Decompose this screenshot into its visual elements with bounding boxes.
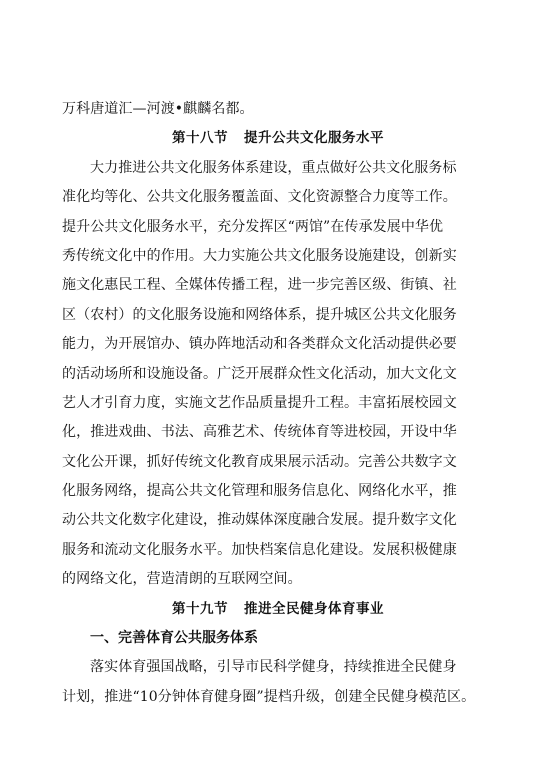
paragraph-line: 秀传统文化中的作用。大力实施公共文化服务设施建设，创新实	[62, 247, 457, 264]
section-18-number: 第十八节	[172, 130, 228, 147]
paragraph-line: 区（农村）的文化服务设施和网络体系，提升城区公共文化服务	[62, 306, 457, 323]
paragraph-line: 施文化惠民工程、全媒体传播工程，进一步完善区级、街镇、社	[62, 277, 457, 294]
paragraph-line: 艺人才引育力度，实施文艺作品质量提升工程。丰富拓展校园文	[62, 394, 457, 411]
paragraph-line: 服务和流动文化服务水平。加快档案信息化建设。发展积极健康	[62, 541, 457, 558]
paragraph-line: 落实体育强国战略，引导市民科学健身，持续推进全民健身	[90, 659, 457, 676]
section-18-heading	[62, 124, 494, 153]
section-19-title: 推进全民健身体育事业	[244, 600, 384, 617]
opening-line: 万科唐道汇—河渡•麒麟名都。	[62, 101, 254, 117]
paragraph-line: 的网络文化，营造清朗的互联网空间。	[62, 571, 302, 588]
paragraph-line: 能力，为开展馆办、镇办阵地活动和各类群众文化活动提供必要	[62, 336, 457, 353]
paragraph-line: 化服务网络，提高公共文化管理和服务信息化、网络化水平，推	[62, 483, 457, 500]
paragraph-line: 准化均等化、公共文化服务覆盖面、文化资源整合力度等工作。	[62, 189, 457, 206]
paragraph-line: 提升公共文化服务水平，充分发挥区“两馆”在传承发展中华优	[62, 218, 444, 235]
paragraph-line: 化，推进戏曲、书法、高雅艺术、传统体育等进校园，开设中华	[62, 424, 457, 441]
section-18-paragraph	[62, 154, 494, 595]
paragraph-line: 动公共文化数字化建设，推动媒体深度融合发展。提升数字文化	[62, 512, 457, 529]
section-18-title: 提升公共文化服务水平	[244, 130, 384, 147]
paragraph-line: 的活动场所和设施设备。广泛开展群众性文化活动，加大文化文	[62, 365, 457, 382]
section-19-subheading: 一、完善体育公共服务体系	[90, 630, 258, 647]
section-19-number: 第十九节	[172, 600, 228, 617]
paragraph-line: 计划，推进“10分钟体育健身圈”提档升级，创建全民健身模范区。	[62, 688, 476, 705]
section-19-paragraph	[62, 653, 494, 712]
document-body	[62, 95, 494, 712]
paragraph-line: 文化公开课，抓好传统文化教育成果展示活动。完善公共数字文	[62, 453, 457, 470]
section-19-heading	[62, 595, 494, 624]
paragraph-line: 大力推进公共文化服务体系建设，重点做好公共文化服务标	[90, 159, 457, 176]
